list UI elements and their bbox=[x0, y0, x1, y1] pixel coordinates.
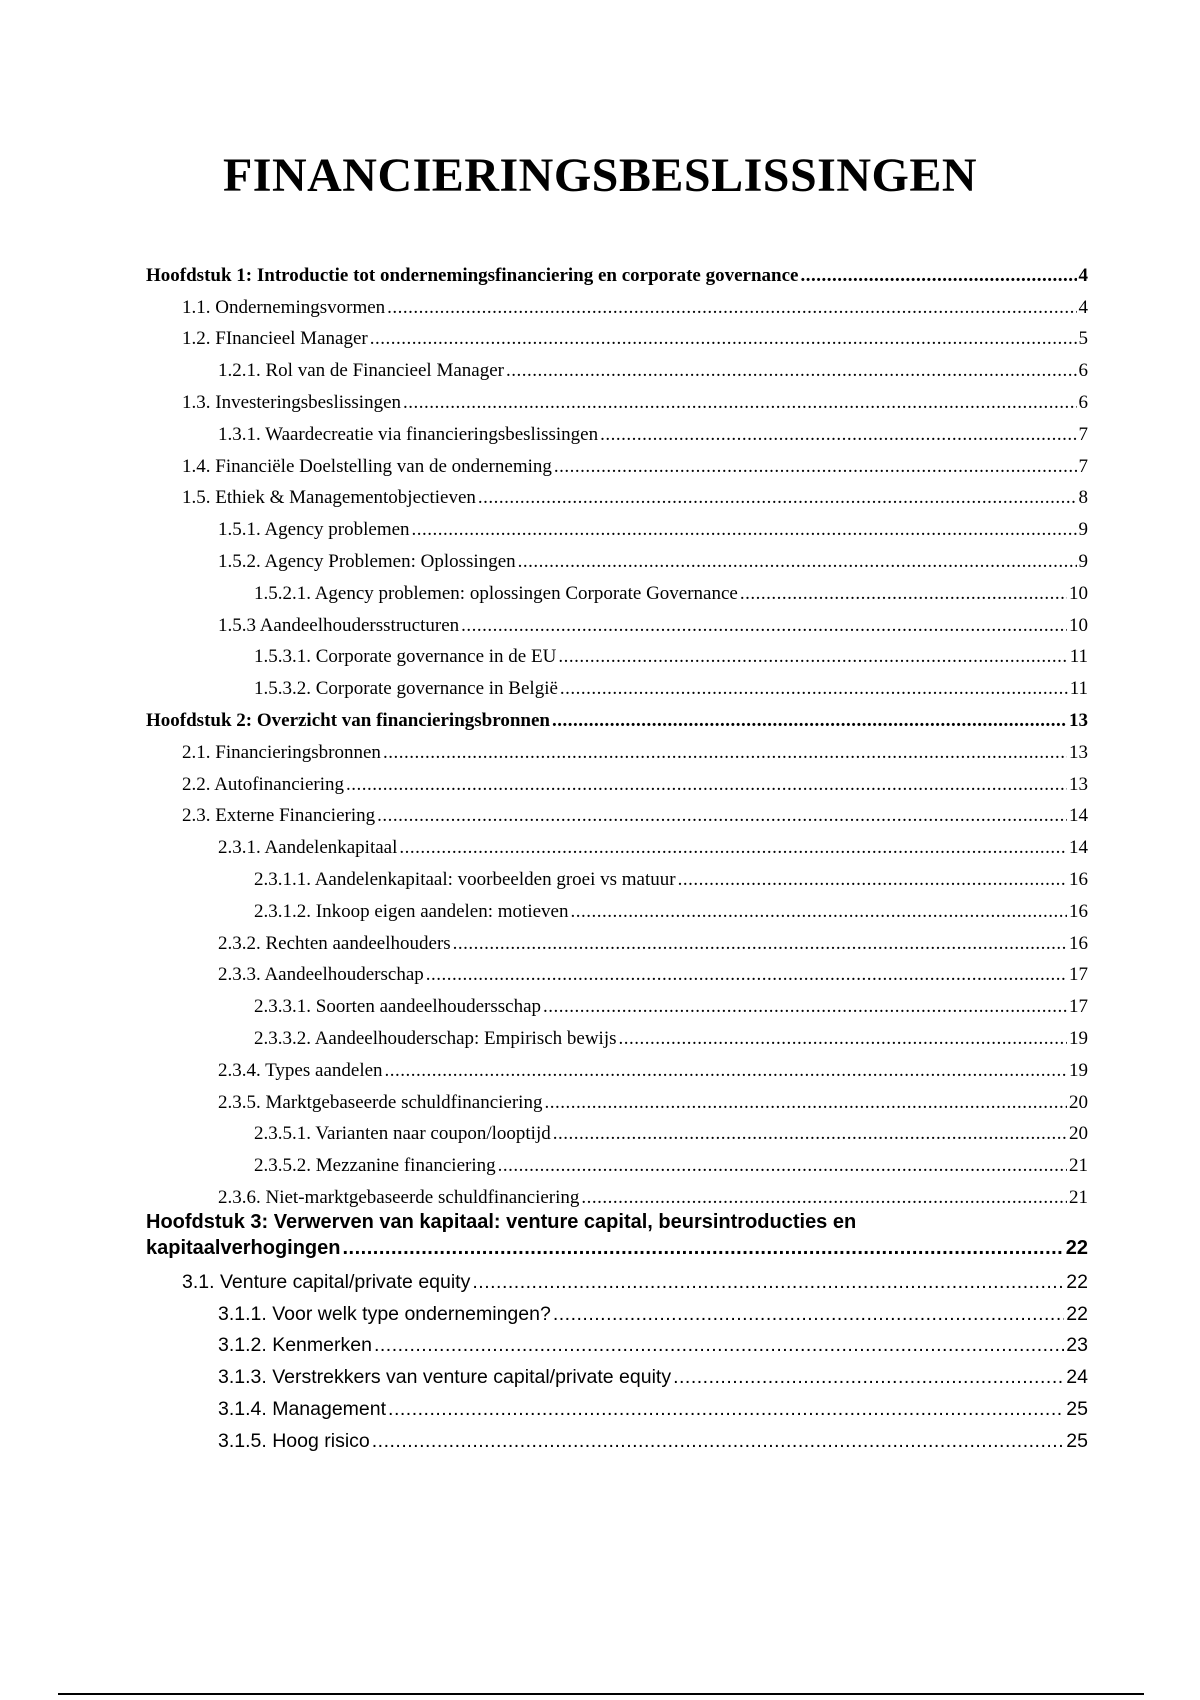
toc-leader-dots bbox=[426, 964, 1067, 986]
toc-entry-line bbox=[146, 1235, 1088, 1261]
toc-leader-dots bbox=[581, 1187, 1067, 1209]
toc-entry[interactable] bbox=[146, 923, 1088, 955]
toc-chapters-1-2 bbox=[146, 255, 1088, 1209]
toc-entry[interactable] bbox=[146, 891, 1088, 923]
toc-entry[interactable] bbox=[146, 573, 1088, 605]
toc-leader-dots bbox=[678, 869, 1067, 891]
toc-entry[interactable] bbox=[146, 1114, 1088, 1146]
toc-entry[interactable] bbox=[146, 764, 1088, 796]
toc-leader-dots bbox=[554, 456, 1077, 478]
toc-leader-dots bbox=[553, 1123, 1067, 1145]
toc-entry-label: 3.1.4. Management bbox=[218, 1397, 387, 1420]
toc-entry[interactable] bbox=[146, 287, 1088, 319]
toc-leader-dots bbox=[472, 1271, 1064, 1293]
toc-entry-label: 1.5.2.1. Agency problemen: oplossingen Corporate Governance bbox=[254, 582, 738, 604]
toc-entry[interactable] bbox=[146, 700, 1088, 732]
toc-entry-page: 19 bbox=[1069, 1059, 1088, 1081]
toc-entry-page: 16 bbox=[1069, 932, 1088, 954]
toc-entry[interactable] bbox=[146, 986, 1088, 1018]
toc-entry[interactable] bbox=[146, 1325, 1088, 1357]
toc-entry-label: 2.3.5. Marktgebaseerde schuldfinanciering bbox=[218, 1091, 543, 1113]
toc-entry[interactable] bbox=[146, 668, 1088, 700]
toc-entry-page: 9 bbox=[1078, 550, 1088, 572]
toc-entry[interactable] bbox=[146, 1145, 1088, 1177]
toc-entry[interactable] bbox=[146, 1388, 1088, 1420]
toc-entry-page: 22 bbox=[1065, 1236, 1088, 1259]
toc-entry-label: 3.1.3. Verstrekkers van venture capital/private equity bbox=[218, 1366, 672, 1389]
toc-leader-dots bbox=[673, 1366, 1064, 1388]
toc-entry-page: 23 bbox=[1066, 1334, 1088, 1357]
toc-entry-label: Hoofdstuk 3: Verwerven van kapitaal: venture capital, beursintroducties en bbox=[146, 1210, 857, 1233]
toc-entry-label: 2.3.2. Rechten aandeelhouders bbox=[218, 932, 451, 954]
toc-leader-dots bbox=[740, 583, 1067, 605]
toc-entry-label: 2.3.5.2. Mezzanine financiering bbox=[254, 1155, 496, 1177]
toc-entry-label: 2.3.3.1. Soorten aandeelhoudersschap bbox=[254, 996, 542, 1018]
toc-entry-page: 25 bbox=[1066, 1397, 1088, 1420]
toc-entry[interactable] bbox=[146, 319, 1088, 351]
toc-leader-dots bbox=[374, 1334, 1064, 1356]
toc-leader-dots bbox=[600, 424, 1076, 446]
toc-leader-dots bbox=[346, 774, 1067, 796]
toc-entry-page: 4 bbox=[1078, 296, 1088, 318]
toc-entry-label: 2.3.1.1. Aandelenkapitaal: voorbeelden groei vs matuur bbox=[254, 868, 676, 890]
toc-leader-dots bbox=[478, 487, 1077, 509]
document-title: FINANCIERINGSBESLISSINGEN bbox=[222, 149, 978, 202]
toc-entry[interactable] bbox=[146, 478, 1088, 510]
toc-leader-dots bbox=[372, 1430, 1065, 1452]
toc-entry-page: 13 bbox=[1069, 741, 1088, 763]
toc-leader-dots bbox=[343, 1235, 1064, 1261]
toc-entry-label: 3.1. Venture capital/private equity bbox=[182, 1270, 471, 1293]
toc-entry-chapter-3[interactable] bbox=[146, 1209, 1088, 1261]
toc-entry-page: 21 bbox=[1069, 1155, 1088, 1177]
toc-entry-page: 24 bbox=[1066, 1366, 1088, 1389]
toc-entry-page: 22 bbox=[1066, 1302, 1088, 1325]
toc-entry-page: 5 bbox=[1078, 328, 1088, 350]
toc-entry-label: 2.3.4. Types aandelen bbox=[218, 1059, 383, 1081]
toc-entry-page: 8 bbox=[1078, 487, 1088, 509]
toc-entry-label: 1.5.1. Agency problemen bbox=[218, 519, 410, 541]
toc-entry[interactable] bbox=[146, 1177, 1088, 1209]
toc-entry[interactable] bbox=[146, 350, 1088, 382]
toc-entry[interactable] bbox=[146, 1018, 1088, 1050]
toc-entry-label: 1.2. FInancieel Manager bbox=[182, 328, 368, 350]
toc-entry-label: 1.5.3.2. Corporate governance in België bbox=[254, 678, 558, 700]
toc-leader-dots bbox=[370, 328, 1077, 350]
toc-entry[interactable] bbox=[146, 446, 1088, 478]
toc-entry-page: 17 bbox=[1069, 996, 1088, 1018]
toc-entry-label: 2.3.3. Aandeelhouderschap bbox=[218, 964, 424, 986]
toc-entry-page: 16 bbox=[1069, 900, 1088, 922]
toc-entry-page: 22 bbox=[1066, 1270, 1088, 1293]
toc-entry[interactable] bbox=[146, 509, 1088, 541]
footer-divider bbox=[58, 1693, 1144, 1695]
toc-leader-dots bbox=[800, 265, 1076, 287]
toc-entry-label: 2.1. Financieringsbronnen bbox=[182, 741, 381, 763]
toc-leader-dots bbox=[552, 710, 1067, 732]
toc-entry-label: Hoofdstuk 2: Overzicht van financieringsbronnen bbox=[146, 709, 550, 731]
toc-entry-label: 2.3. Externe Financiering bbox=[182, 805, 376, 827]
toc-entry-page: 14 bbox=[1069, 837, 1088, 859]
toc-leader-dots bbox=[388, 1398, 1064, 1420]
toc-leader-dots bbox=[558, 646, 1067, 668]
toc-entry-page: 11 bbox=[1069, 678, 1088, 700]
toc-entry-label: 1.5.3 Aandeelhoudersstructuren bbox=[218, 614, 460, 636]
toc-entry-label: 1.5.2. Agency Problemen: Oplossingen bbox=[218, 550, 516, 572]
toc-entry[interactable] bbox=[146, 1293, 1088, 1325]
toc-entry-page: 10 bbox=[1069, 582, 1088, 604]
toc-entry-page: 6 bbox=[1078, 360, 1088, 382]
toc-entry-page: 11 bbox=[1069, 646, 1088, 668]
toc-entry[interactable] bbox=[146, 255, 1088, 287]
toc-entry-page: 20 bbox=[1069, 1123, 1088, 1145]
toc-leader-dots bbox=[544, 1092, 1067, 1114]
toc-entry-page: 7 bbox=[1078, 423, 1088, 445]
toc-leader-dots bbox=[385, 1060, 1067, 1082]
toc-entry[interactable] bbox=[146, 732, 1088, 764]
toc-entry[interactable] bbox=[146, 1261, 1088, 1293]
toc-leader-dots bbox=[387, 297, 1076, 319]
toc-entry-page: 17 bbox=[1069, 964, 1088, 986]
toc-entry[interactable] bbox=[146, 382, 1088, 414]
toc-entry-label: 3.1.1. Voor welk type ondernemingen? bbox=[218, 1302, 551, 1325]
toc-entry-label: 1.2.1. Rol van de Financieel Manager bbox=[218, 360, 504, 382]
toc-leader-dots bbox=[518, 551, 1077, 573]
toc-entry[interactable] bbox=[146, 1050, 1088, 1082]
toc-entry-page: 16 bbox=[1069, 868, 1088, 890]
toc-leader-dots bbox=[570, 901, 1067, 923]
toc-entry-label: 2.2. Autofinanciering bbox=[182, 773, 344, 795]
toc-entry[interactable] bbox=[146, 859, 1088, 891]
toc-entry-label: 2.3.1. Aandelenkapitaal bbox=[218, 837, 398, 859]
toc-leader-dots bbox=[543, 996, 1067, 1018]
toc-entry-page: 20 bbox=[1069, 1091, 1088, 1113]
toc-entry-page: 4 bbox=[1078, 264, 1088, 286]
toc-leader-dots bbox=[619, 1028, 1067, 1050]
toc-chapter-3-sections bbox=[146, 1261, 1088, 1452]
toc-entry-label: kapitaalverhogingen bbox=[146, 1236, 341, 1259]
toc-entry[interactable] bbox=[146, 541, 1088, 573]
toc-leader-dots bbox=[553, 1303, 1064, 1325]
toc-leader-dots bbox=[506, 360, 1077, 382]
toc-entry-label: 3.1.2. Kenmerken bbox=[218, 1334, 372, 1357]
toc-leader-dots bbox=[453, 933, 1067, 955]
toc-leader-dots bbox=[399, 837, 1067, 859]
toc-entry[interactable] bbox=[146, 827, 1088, 859]
toc-entry-page: 10 bbox=[1069, 614, 1088, 636]
toc-entry-label: 2.3.6. Niet-marktgebaseerde schuldfinanciering bbox=[218, 1186, 580, 1208]
toc-entry[interactable] bbox=[146, 414, 1088, 446]
toc-entry[interactable] bbox=[146, 796, 1088, 828]
toc-entry-label: Hoofdstuk 1: Introductie tot ondernemingsfinanciering en corporate governance bbox=[146, 264, 799, 286]
toc-entry-page: 9 bbox=[1078, 519, 1088, 541]
toc-entry-page: 7 bbox=[1078, 455, 1088, 477]
table-of-contents bbox=[146, 255, 1088, 1452]
toc-entry[interactable] bbox=[146, 605, 1088, 637]
toc-entry-page: 13 bbox=[1069, 773, 1088, 795]
toc-leader-dots bbox=[498, 1155, 1067, 1177]
toc-entry-label: 1.5.3.1. Corporate governance in de EU bbox=[254, 646, 557, 668]
toc-entry-label: 2.3.1.2. Inkoop eigen aandelen: motieven bbox=[254, 900, 569, 922]
toc-entry[interactable] bbox=[146, 955, 1088, 987]
toc-entry-label: 2.3.5.1. Varianten naar coupon/looptijd bbox=[254, 1123, 551, 1145]
toc-entry-label: 1.3.1. Waardecreatie via financieringsbeslissingen bbox=[218, 423, 599, 445]
toc-leader-dots bbox=[383, 742, 1067, 764]
toc-leader-dots bbox=[377, 805, 1067, 827]
toc-entry-label: 1.4. Financiële Doelstelling van de onderneming bbox=[182, 455, 552, 477]
toc-entry-page: 21 bbox=[1069, 1186, 1088, 1208]
toc-entry-label: 1.3. Investeringsbeslissingen bbox=[182, 391, 402, 413]
toc-entry-page: 25 bbox=[1066, 1429, 1088, 1452]
toc-entry-label: 2.3.3.2. Aandeelhouderschap: Empirisch bewijs bbox=[254, 1027, 617, 1049]
toc-entry[interactable] bbox=[146, 637, 1088, 669]
toc-entry[interactable] bbox=[146, 1356, 1088, 1388]
toc-leader-dots bbox=[412, 519, 1077, 541]
toc-entry-page: 6 bbox=[1078, 391, 1088, 413]
toc-leader-dots bbox=[560, 678, 1068, 700]
toc-entry-label: 1.5. Ethiek & Managementobjectieven bbox=[182, 487, 476, 509]
toc-leader-dots bbox=[461, 615, 1067, 637]
toc-entry[interactable] bbox=[146, 1420, 1088, 1452]
toc-entry-page: 14 bbox=[1069, 805, 1088, 827]
toc-entry-page: 19 bbox=[1069, 1027, 1088, 1049]
toc-entry-label: 1.1. Ondernemingsvormen bbox=[182, 296, 386, 318]
toc-entry[interactable] bbox=[146, 1082, 1088, 1114]
toc-leader-dots bbox=[403, 392, 1076, 414]
toc-entry-page: 13 bbox=[1069, 709, 1088, 731]
toc-entry-label: 3.1.5. Hoog risico bbox=[218, 1429, 370, 1452]
